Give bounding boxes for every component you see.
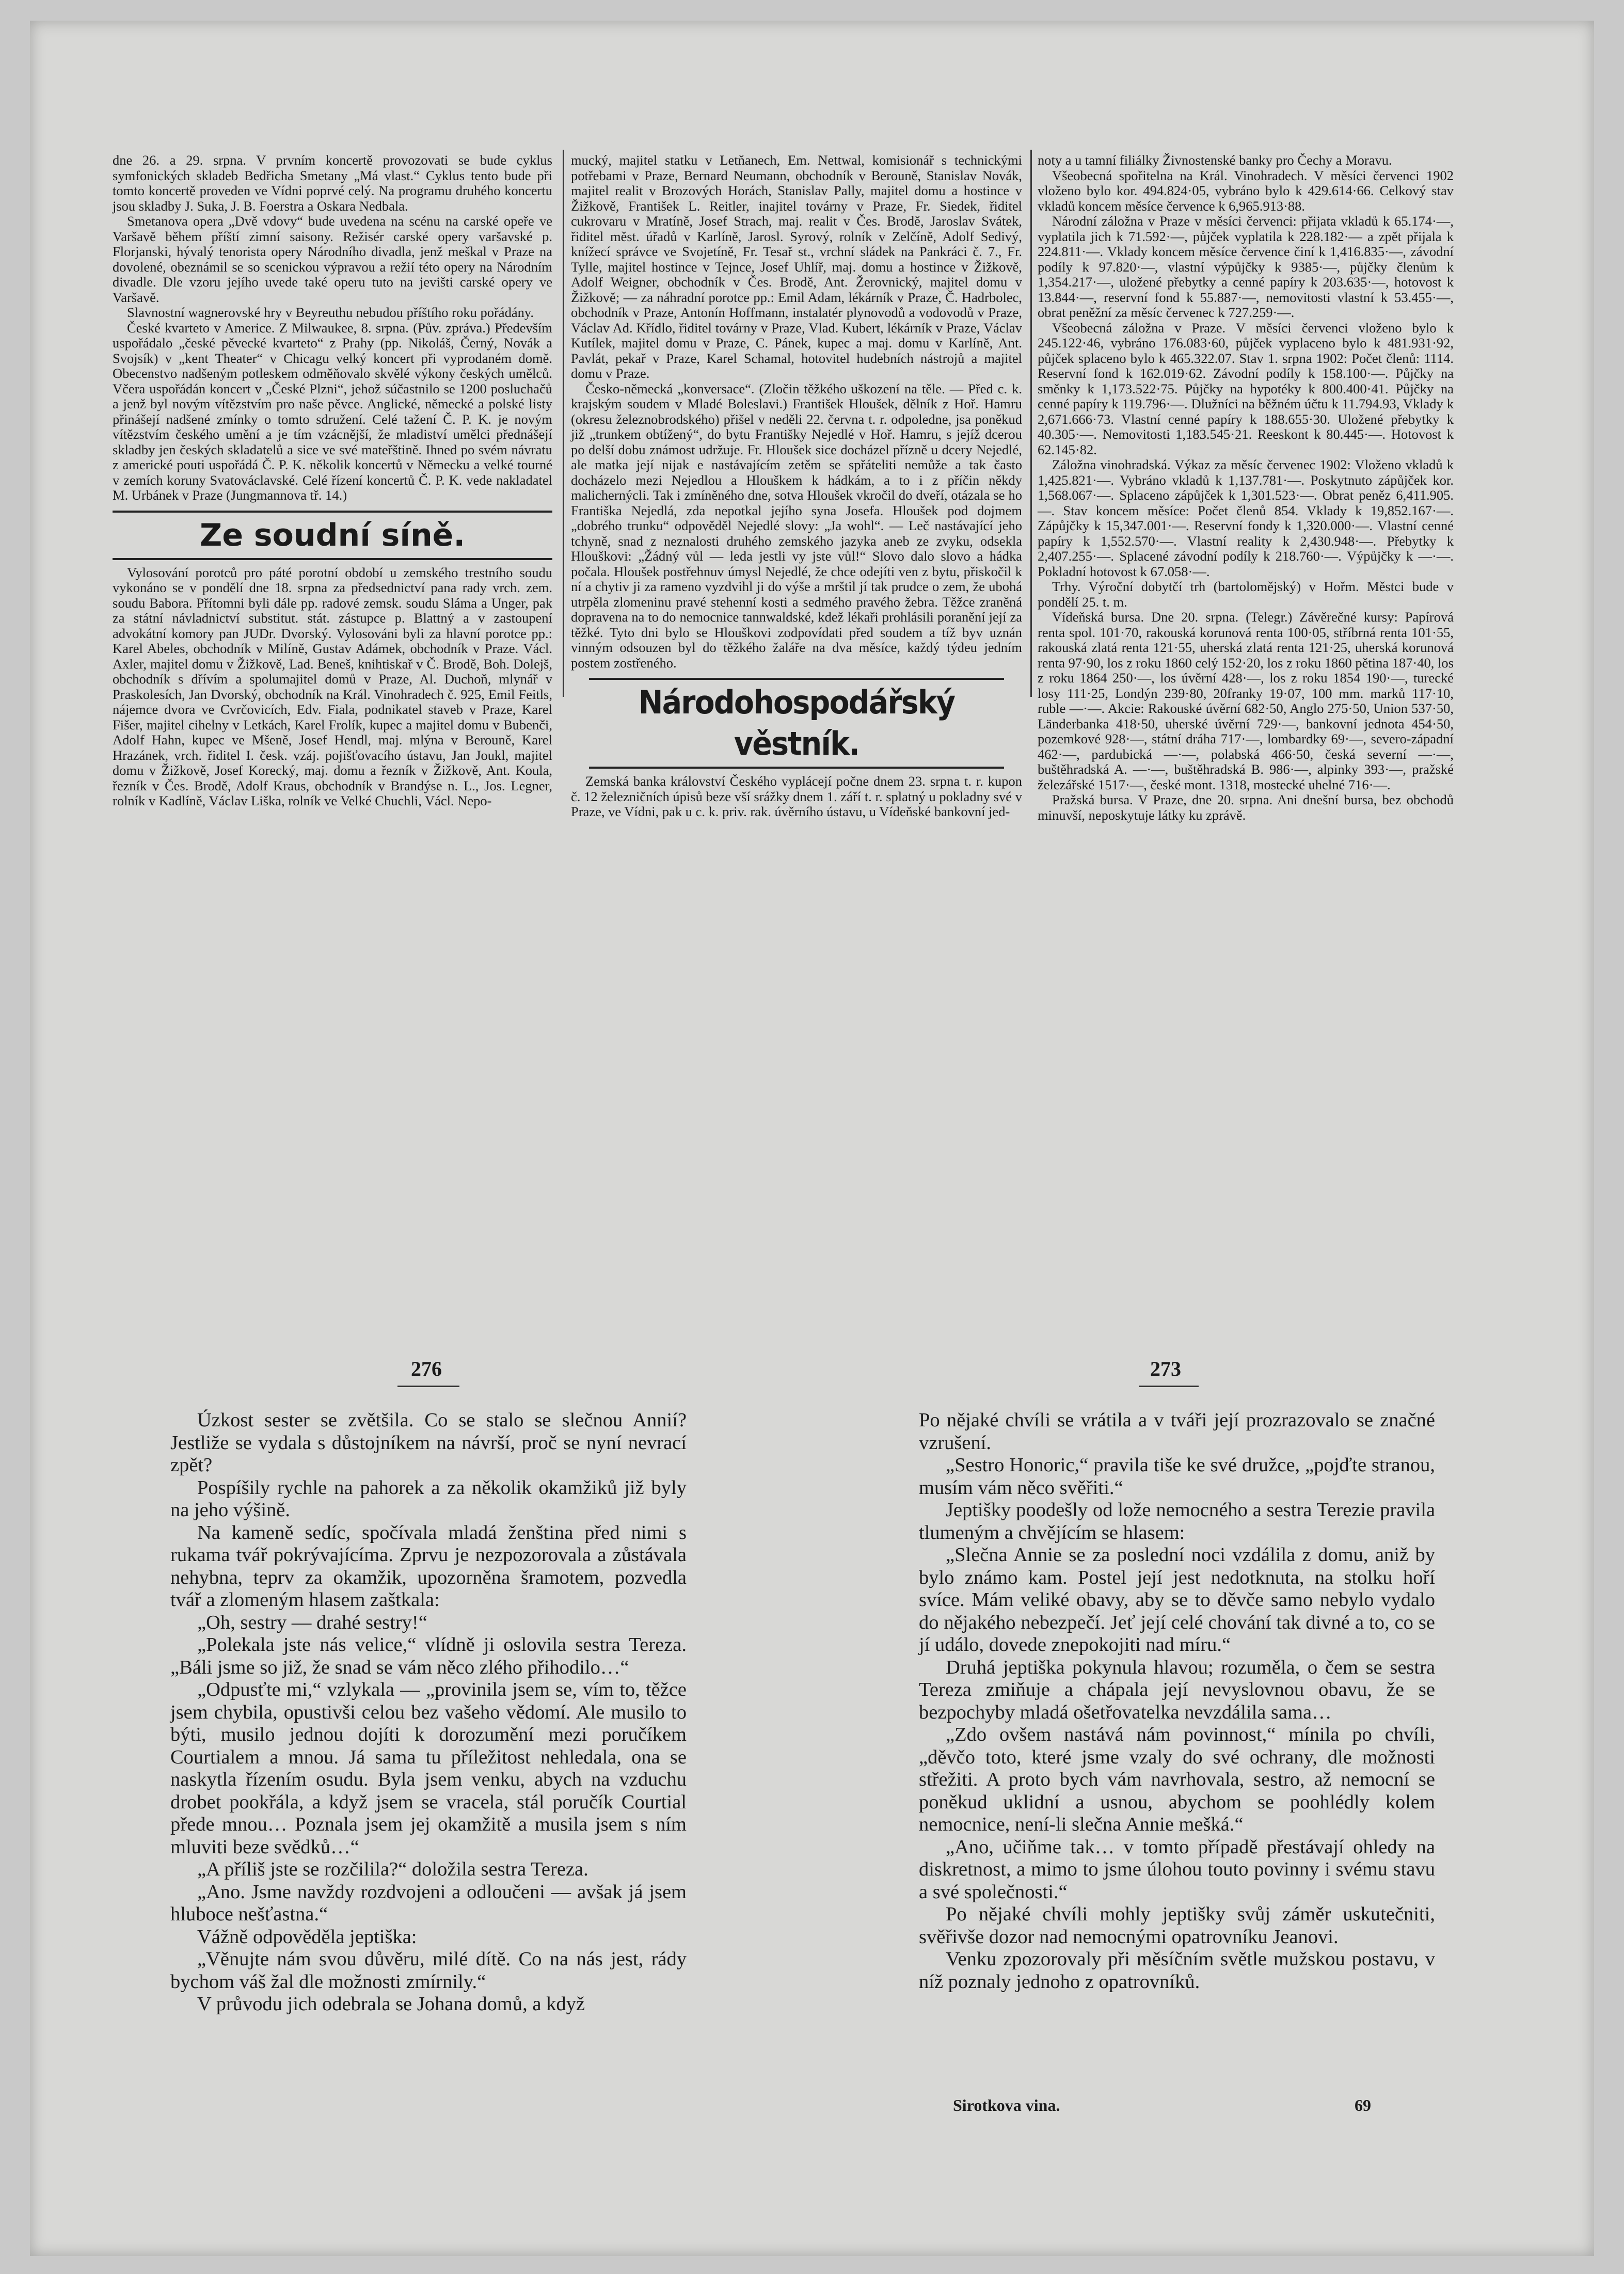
book-paragraph: „Sestro Honoric,“ pravila tiše ke své družce, „pojďte stranou, musím vám něco svěřiti.“ <box>919 1454 1435 1499</box>
article-paragraph: Záložna vinohradská. Výkaz za měsíc červenec 1902: Vloženo vkladů k 1,425.821·—. Vybráno vkladů k 1,137.781·—. Poskytnuto zápůjček kor. 1,568.067·—. Splaceno zápůjček k 1,301.523·—. Obrat peněz 6,411.905.—. Stav koncem měsíce: Počet členů 854. Vklady k 19,852.167·—. Zápůjčky k 15,347.001·—. Reservní fondy k 1,320.000·—. Vlastní cenné papíry k 1,552.570·—. Vlastní reality k 2,430.948·—. Přebytky k 2,407.255·—. Splacené závodní podíly k 218.760·—. Výpůjčky k —·—. Pokladní hotovost k 67.058·—. <box>1038 457 1454 579</box>
book-left-page <box>170 1409 687 2111</box>
article-paragraph: Národní záložna v Praze v měsíci červenci: přijata vkladů k 65.174·—, vyplatila jich k 71.592·—, půjček vyplatila k 228.182·— a zpět přijala k 224.811·—. Vklady koncem měsíce července činí k 1,416.835·—, závodní podíly k 97.820·—, vlastní výpůjčky k 9385·—, půjčky členům k 1,354.217·—, uložené přebytky a cenné papíry k 203.635·—, hotovost k 13.844·—, reservní fond k 55.887·—, nemovitosti vlastní k 53.455·—, obrat peněžní za měsíc červenec k 727.259·—. <box>1038 213 1454 320</box>
book-footer-number: 69 <box>1355 2096 1371 2114</box>
book-paragraph: „Oh, sestry — drahé sestry!“ <box>197 1611 427 1633</box>
newspaper-column-3 <box>1038 152 1454 823</box>
book-paragraph: Úzkost sester se zvětšila. Co se stalo se slečnou Annií? Jestliže se vydala s důstojníkem na návrší, proč se nyní nevrací zpět? <box>170 1409 687 1476</box>
book-paragraph: „Odpusťte mi,“ vzlykala — „provinila jsem se, vím to, těžce jsem chybila, opustivši celou bez vašeho vědomí. Ale musilo to býti, musilo jednou dojíti k dorozumění mezi poručíkem Courtialem a mnou. Já sama tu příležitost nehledala, ona se naskytla řízením osudu. Byla jsem venku, abych na vzduchu drobet pookřála, a když jsem se vracela, stál poručík Courtial přede mnou… Poznala jsem jej okamžitě a musila jsem s ním mluviti beze svědků…“ <box>170 1679 687 1858</box>
newspaper-column-2 <box>571 152 1022 819</box>
section-heading-economy: Národohospodářský věstník. <box>589 678 1004 769</box>
book-paragraph: „Věnujte nám svou důvěru, milé dítě. Co na nás jest, rády bychom váš žal dle možnosti zmírnily.“ <box>170 1948 687 1993</box>
right-page-number: 273 <box>1150 1357 1181 1380</box>
book-footer-title: Sirotkova vina. <box>953 2096 1060 2114</box>
book-paragraph: Vážně odpověděla jeptiška: <box>197 1926 417 1948</box>
article-paragraph: Všeobecná spořitelna na Král. Vinohradech. V měsíci červenci 1902 vloženo bylo kor. 494.824·05, vybráno bylo k 429.614·66. Celkový stav vkladů koncem měsíce července k 6,965.913·88. <box>1038 167 1454 214</box>
article-paragraph: Česko-německá „konversace“. (Zločin těžkého uškození na těle. — Před c. k. krajským soudem v Mladé Boleslavi.) František Hloušek, dělník z Hoř. Hamru (okresu železnobrodského) přišel v neděli 22. června t. r. odpoledne, jsa poněkud již „trunkem obtížený“, do bytu Františky Nejedlé v Hoř. Hamru, s jejíž dcerou po delší dobu známost udržuje. Fr. Hloušek sice docházel přízně u dcery Nejedlé, ale matka její nijak e nastávajícím zetěm se spřáteliti nemůže a tak často docházelo mezi Nejedlou a Hlouškem k hádkám, a to i z příčin někdy malichernýcli. Tak i zmíněného dne, sotva Hloušek vkročil do dveří, otázala se ho Františka Nejedlá, zda nepotkal jejího syna Josefa. Hloušek pod dojmem „dobrého trunku“ odpověděl Nejedlé slovy: „Ja wohl“. — Leč nastávající jeho tchyně, snad z neznalosti druhého zemského jazyka aneb ze zvyku, odsekla Hlouškovi: „Žádný vůl — leda jestli vy jste vůl!“ Slovo dalo slovo a hádka počala. Hloušek postřehnuv úmysl Nejedlé, že chce odejíti ven z bytu, přiskočil k ní a chytiv ji za rameno vyzdvihl ji do výše a mrštil jí tak prudce o zem, že ubohá utrpěla zlomeninu pravé stehenní kosti a sedmého pravého žebra. Těžce zraněná dopravena na to do nemocnice tannwaldské, kdež lékaři prohlásili poranění její za těžké. Tyto dni bylo se Hlouškovi zodpovídati před soudem a tíž byv uznán vinným odsouzen byl do těžkého žaláře na dva měsíce, každý týdeu jedním postem zostřeného. <box>571 380 1022 671</box>
article-paragraph: dne 26. a 29. srpna. V prvním koncertě provozovati se bude cyklus symfonických skladeb Bedřicha Smetany „Má vlast.“ Cyklus tento bude při tomto koncertě proveden ve Vídni poprvé celý. Na programu druhého koncertu jsou skladby J. Suka, J. B. Foerstra a Oskara Nedbala. <box>113 152 552 214</box>
article-paragraph: Vídeňská bursa. Dne 20. srpna. (Telegr.) Závěrečné kursy: Papírová renta spol. 101·70, rakouská korunová renta 100·05, stříbrná renta 101·55, rakouská zlatá renta 121·55, uherská zlatá renta 121·25, uherská korunová renta 97·90, los z roku 1860 celý 152·20, los z roku 1860 pětina 187·40, los z roku 1864 250·—, los úvěrní 428·—, los z roku 1854 190·—, turecké losy 111·25, Londýn 239·80, 20franky 19·07, 100 mm. marků 117·10, ruble —·—. Akcie: Rakouské úvěrní 682·50, Anglo 275·50, Union 537·50, Länderbanka 418·50, uherské úvěrní 729·—, bankovní jednota 454·50, pozemkové 928·—, státní dráha 717·—, lombardky 69·—, severo-západní 462·—, pardubická —·—, polabská 466·50, česká severní —·—, buštěhradská A. —·—, buštěhradská B. 986·—, alpinky 393·—, pražské železářské 1517·—, české mont. 1318, mostecké uhelné 716·—. <box>1038 609 1454 792</box>
newspaper-column-1 <box>113 152 552 808</box>
book-paragraph: Druhá jeptiška pokynula hlavou; rozuměla, o čem se sestra Tereza zmiňuje a chápala její nevyslovnou obavu, že se bezpochyby mladá ošetřovatelka nevzdálila sama… <box>919 1656 1435 1723</box>
left-page-rule <box>397 1386 459 1387</box>
book-paragraph: „A příliš jste se rozčilila?“ doložila sestra Tereza. <box>197 1858 588 1880</box>
book-paragraph: Pospíšily rychle na pahorek a za několik okamžiků již byly na jeho výšině. <box>170 1476 687 1521</box>
article-paragraph: Slavnostní wagnerovské hry v Beyreuthu nebudou příštího roku pořádány. <box>127 305 534 320</box>
book-paragraph: Po nějaké chvíli se vrátila a v tváři její prozrazovalo se značné vzrušení. <box>919 1409 1435 1454</box>
book-paragraph: Po nějaké chvíli mohly jeptišky svůj záměr uskutečniti, svěřivše dozor nad nemocnými opatrovníku Jeanovi. <box>919 1903 1435 1948</box>
book-paragraph: „Polekala jste nás velice,“ vlídně ji oslovila sestra Tereza. „Báli jsme so již, že snad se vám něco zlého přihodilo…“ <box>170 1634 687 1678</box>
book-paragraph: Venku zpozorovaly při měsíčním světle mužskou postavu, v níž poznaly jednoho z opatrovníků. <box>919 1948 1435 1993</box>
article-paragraph: Zemská banka království Českého vyplácejí počne dnem 23. srpna t. r. kupon č. 12 železničních úpisů beze vší srážky dnem 1. září t. r. splatný u pokladny své v Praze, ve Vídni, pak u c. k. priv. rak. úvěrního ústavu, u Vídeňské bankovní jed- <box>571 773 1022 819</box>
book-paragraph: „Zdo ovšem nastává nám povinnost,“ mínila po chvíli, „děvčo toto, které jsme vzaly do své ochrany, dle možnosti střežiti. A proto bych vám navrhovala, sestro, až nemocní se poněkud uklidní a usnou, abychom se poohlédly kolem nemocnice, není-li slečna Annie mešká.“ <box>919 1724 1435 1835</box>
article-paragraph: noty a u tamní filiálky Živnostenské banky pro Čechy a Moravu. <box>1038 152 1392 168</box>
book-paragraph: Na kameně sedíc, spočívala mladá ženština před nimi s rukama tvář pokrývajícíma. Zprvu je nezpozorovala a zůstávala nehybna, teprv za okamžik, upozorněna šramotem, pozvedla tvář a zlomeným hlasem zaštkala: <box>170 1521 687 1611</box>
right-page-rule <box>1139 1386 1199 1387</box>
book-paragraph: „Ano. Jsme navždy rozdvojeni a odloučeni — avšak já jsem hluboce nešťastna.“ <box>170 1881 687 1925</box>
article-paragraph: Vylosování porotců pro páté porotní období u zemského trestního soudu vykonáno se v pondělí dne 18. srpna za předsednictví pana rady vrch. zem. soudu Babora. Přítomni byli dále pp. radové zemsk. soudu Sláma a Unger, pak za státní návladnictví substitut. stát. zástupce p. Blattný a v zastoupení advokátní komory pan JUDr. Dvorský. Vylosováni byli za hlavní porotce pp.: Karel Abeles, obchodník v Milíně, Gustav Adámek, obchodník v Praze. Václ. Axler, majitel domu v Žižkově, Lad. Beneš, knihtiskař v Č. Brodě, Boh. Dolejš, obchodník s dřívím a spolumajitel domů v Praze, Al. Duchoň, mlynář v Praskolesích, Jan Dvorský, obchodník na Král. Vinohradech č. 925, Emil Feitls, nájemce dvora ve Cvrčovicích, Edv. Fiala, podnikatel staveb v Praze, Karel Fišer, majitel cihelny v Letkách, Karel Frolík, kupec a majitel domu v Bubenči, Adolf Hahn, kupec ve Mšeně, Josef Hendl, maj. mlýna v Berouně, Karel Hrazánek, vrch. řiditel I. česk. vzáj. pojišťovacího ústavu, Jan Joukl, majitel domu v Žižkově, Josef Korecký, maj. domu a řezník v Žižkově, Ant. Koula, řezník v Čes. Brodě, Adolf Kraus, obchodník v Brandýse n. L., Jos. Legner, rolník v Kadlíně, Václav Liška, rolník ve Velké Chuchli, Václ. Nepo- <box>113 564 552 808</box>
article-paragraph: mucký, majitel statku v Letňanech, Em. Nettwal, komisionář s technickými potřebami v Praze, Bernard Neumann, obchodník v Berouně, Stanislav Novák, majitel realit v Brozových Horách, Stanislav Pally, majitel domu a hostince v Žižkově, František L. Reitler, inajitel továrny v Praze, Fr. Siedek, řiditel cukrovaru v Mratíně, Josef Strach, maj. realit v Čes. Brodě, Jaroslav Svátek, řiditel měst. úřadů v Karlíně, Jarosl. Syrový, rolník v Zelčíně, Adolf Sedivý, knížecí správce ve Svojetíně, Fr. Tesař st., vrchní sládek na Pankráci č. 7., Fr. Tylle, majitel hostince v Tejnce, Josef Uhlíř, maj. domu a hostince v Žižkově, Adolf Weigner, obchodník v Čes. Brodě, Ant. Žerovnický, majitel domu v Žižkově; — za náhradní porotce pp.: Emil Adam, lékárník v Praze, Č. Hadrbolec, obchodník v Praze, Antonín Hoffmann, instalatér plynovodů a vodovodů v Praze, Václav Ad. Křídlo, řiditel továrny v Praze, Vlad. Kubert, lékárník v Praze, Václav Kutílek, majitel domu v Praze, C. Pánek, kupec a maj. domu v Karlíně, Ant. Pavlát, pekař v Praze, Karel Schamal, hotovitel hudebních nástrojů a majitel domu v Praze. <box>571 152 1022 381</box>
section-heading-court: Ze soudní síně. <box>113 511 552 560</box>
book-paragraph: „Ano, učiňme tak… v tomto případě přestávají ohledy na diskretnost, a mimo to jsme úlohou touto povinny i svému stavu a své společnosti.“ <box>919 1836 1435 1903</box>
article-paragraph: Všeobecná záložna v Praze. V měsíci červenci vloženo bylo k 245.122·46, vybráno 176.083·60, půjček vyplaceno bylo k 481.931·92, půjček splaceno bylo k 465.322.07. Stav 1. srpna 1902: Počet členů: 1114. Reservní fond k 162.019·62. Závodní podíly k 158.100·—. Půjčky na směnky k 1,173.522·75. Půjčky na hypotéky k 800.400·41. Půjčky na cenné papíry k 119.796·—. Dlužníci na běžném účtu k 11.794.93, Vklady k 2,671.666·73. Vlastní cenné papíry k 188.655·30. Uložené přebytky k 40.305·—. Nemovitosti 1,183.545·21. Reeskont k 80.445·—. Hotovost k 62.145·82. <box>1038 320 1454 457</box>
article-paragraph: Trhy. Výroční dobytčí trh (bartolomějský) v Hořm. Městci bude v pondělí 25. t. m. <box>1038 579 1454 610</box>
article-paragraph: Smetanova opera „Dvě vdovy“ bude uvedena na scénu na carské opeře ve Varšavě během příští zimní saisony. Režisér carské opery varšavské p. Florjanski, hývalý tenorista opery Národního divadla, jenž meškal v Praze na dovolené, obeznámil se so scenickou výpravou a režií této opery na Národním divadle. Dle vzoru jejího uvede také operu tuto na jevišti carské opery ve Varšavě. <box>113 213 552 305</box>
book-right-page <box>919 1409 1435 2096</box>
book-paragraph: V průvodu jich odebrala se Johana domů, a když <box>197 1993 585 2015</box>
article-paragraph: České kvarteto v Americe. Z Milwaukee, 8. srpna. (Pův. zpráva.) Především uspořádalo „české pěvecké kvarteto“ z Prahy (pp. Nikoláš, Černý, Novák a Svojsík) v „kent Theater“ v Chicagu velký koncert při vyprodaném domě. Obecenstvo nadšeným potleskem odměňovalo skvělé výkony českých umělců. Včera uspořádán koncert v „České Plzni“, jehož súčastnilo se 1200 posluchačů a jenž byl novým vítězstvím pro naše pěvce. Anglické, německé a polské listy přinášejí nadšené zmínky o tomto sdružení. Celé tažení Č. P. K. je novým vítězstvím českého umění a je tím vzácnější, že mladiství umělci přednášejí skladby jen českých skladatelů a sice ve své mateřštině. Ihned po svém návratu z americké pouti uspořádá Č. P. K. několik koncertů v Německu a velké tourné v zemích koruny Svatováclavské. Celé řízení koncertů Č. P. K. vede nakladatel M. Urbánek v Praze (Jungmannova tř. 14.) <box>113 320 552 503</box>
column-divider <box>1030 150 1032 697</box>
column-divider <box>563 150 564 697</box>
article-paragraph: Pražská bursa. V Praze, dne 20. srpna. Ani dnešní bursa, bez obchodů minuvší, neposkytuje látky ku zprávě. <box>1038 792 1454 823</box>
book-paragraph: „Slečna Annie se za poslední noci vzdálila z domu, aniž by bylo známo kam. Postel její jest nedotknuta, na stolku hoří svíce. Mám veliké obavy, aby se to děvče samo nebylo vydalo do nějakého nebezpečí. Jeť její celé chování tak divné a to, co se jí událo, dovede znepokojiti nad míru.“ <box>919 1544 1435 1656</box>
book-paragraph: Jeptišky poodešly od lože nemocného a sestra Terezie pravila tlumeným a chvějícím se hlasem: <box>919 1499 1435 1544</box>
left-page-number: 276 <box>411 1357 442 1380</box>
